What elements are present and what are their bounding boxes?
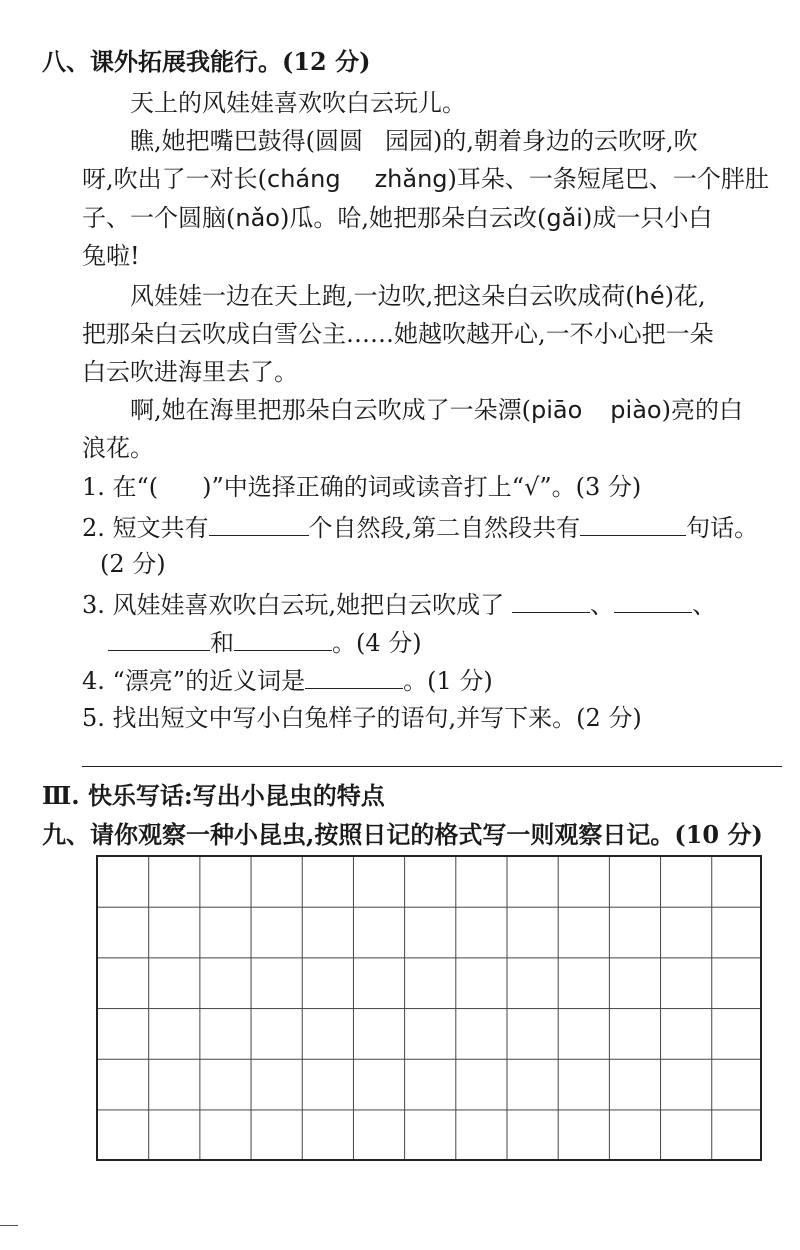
- passage-text: 园园)的,朝着身边的云吹呀,吹: [385, 127, 698, 155]
- page-corner-mark: [0, 1225, 18, 1226]
- passage-line-3: [82, 162, 769, 196]
- question-3-line-2: [108, 624, 422, 660]
- question-4: [82, 662, 493, 698]
- answer-blank-paragraphs[interactable]: [209, 509, 309, 536]
- section-9-title: 九、请你观察一种小昆虫,按照日记的格式写一则观察日记。(10 分): [42, 820, 763, 849]
- question-text: 3. 风娃娃喜欢吹白云玩,她把白云吹成了: [82, 591, 505, 619]
- answer-blank-1[interactable]: [512, 586, 590, 613]
- passage-line-7: 把那朵白云吹成白雪公主……她越吹越开心,一不小心把一朵: [82, 320, 714, 348]
- pinyin-option: piào: [610, 396, 662, 424]
- passage-line-8: 白云吹进海里去了。: [82, 358, 298, 386]
- answer-blank-2[interactable]: [614, 586, 692, 613]
- question-text: 句话。: [686, 514, 759, 542]
- answer-blank-4[interactable]: [234, 624, 332, 651]
- section-8-title: 八、课外拓展我能行。(12 分): [42, 47, 371, 76]
- pinyin-annotation: gǎi: [546, 204, 583, 232]
- part-3-title: Ⅲ. 快乐写话:写出小昆虫的特点: [42, 781, 385, 810]
- passage-line-6: [130, 279, 706, 313]
- question-3: [82, 586, 716, 622]
- question-text: 1. 在“(: [82, 473, 159, 501]
- question-text: )”中选择正确的词或读音打上“√”。(3 分): [202, 473, 642, 501]
- question-2-score: (2 分): [100, 550, 166, 578]
- question-5: 5. 找出短文中写小白兔样子的语句,并写下来。(2 分): [82, 704, 642, 732]
- passage-text: 瞧,她把嘴巴鼓得(圆圆: [130, 127, 363, 155]
- pinyin-option: cháng: [267, 165, 341, 193]
- separator: 、: [692, 591, 717, 619]
- passage-text: 风娃娃一边在天上跑,一边吹,把这朵白云吹成荷(: [130, 282, 635, 310]
- question-text: 4. “漂亮”的近义词是: [82, 667, 306, 695]
- question-2: [82, 509, 758, 545]
- question-1: [82, 470, 641, 504]
- passage-line-9: [130, 393, 743, 427]
- question-text: 。(1 分): [403, 667, 493, 695]
- passage-text: 呀,吹出了一对长(: [82, 165, 267, 193]
- passage-text: 子、一个圆脑(: [82, 204, 236, 232]
- question-text: 。(4 分): [332, 629, 422, 657]
- answer-line[interactable]: [82, 766, 782, 767]
- pinyin-option: zhǎng: [374, 165, 448, 193]
- passage-line-4: [82, 201, 712, 235]
- passage-text: )亮的白: [661, 396, 743, 424]
- passage-line-1: 天上的风娃娃喜欢吹白云玩儿。: [130, 89, 466, 117]
- passage-line-2: [130, 124, 698, 158]
- writing-grid[interactable]: [96, 855, 762, 1161]
- passage-text: 啊,她在海里把那朵白云吹成了一朵漂(: [130, 396, 531, 424]
- question-text: 和: [210, 629, 234, 657]
- passage-text: )成一只小白: [582, 204, 713, 232]
- passage-text: )瓜。哈,她把那朵白云改(: [279, 204, 547, 232]
- passage-text: )耳朵、一条短尾巴、一个胖肚: [447, 165, 769, 193]
- question-text: 2. 短文共有: [82, 514, 209, 542]
- pinyin-annotation: hé: [634, 282, 665, 310]
- passage-text: )花,: [664, 282, 706, 310]
- passage-line-5: 兔啦!: [82, 242, 140, 270]
- separator: 、: [590, 591, 615, 619]
- passage-line-10: 浪花。: [82, 434, 154, 462]
- answer-blank-3[interactable]: [108, 624, 210, 651]
- answer-blank-sentences[interactable]: [580, 509, 686, 536]
- answer-blank-synonym[interactable]: [305, 662, 403, 689]
- pinyin-option: piāo: [531, 396, 583, 424]
- question-text: 个自然段,第二自然段共有: [308, 514, 581, 542]
- pinyin-annotation: nǎo: [235, 204, 280, 232]
